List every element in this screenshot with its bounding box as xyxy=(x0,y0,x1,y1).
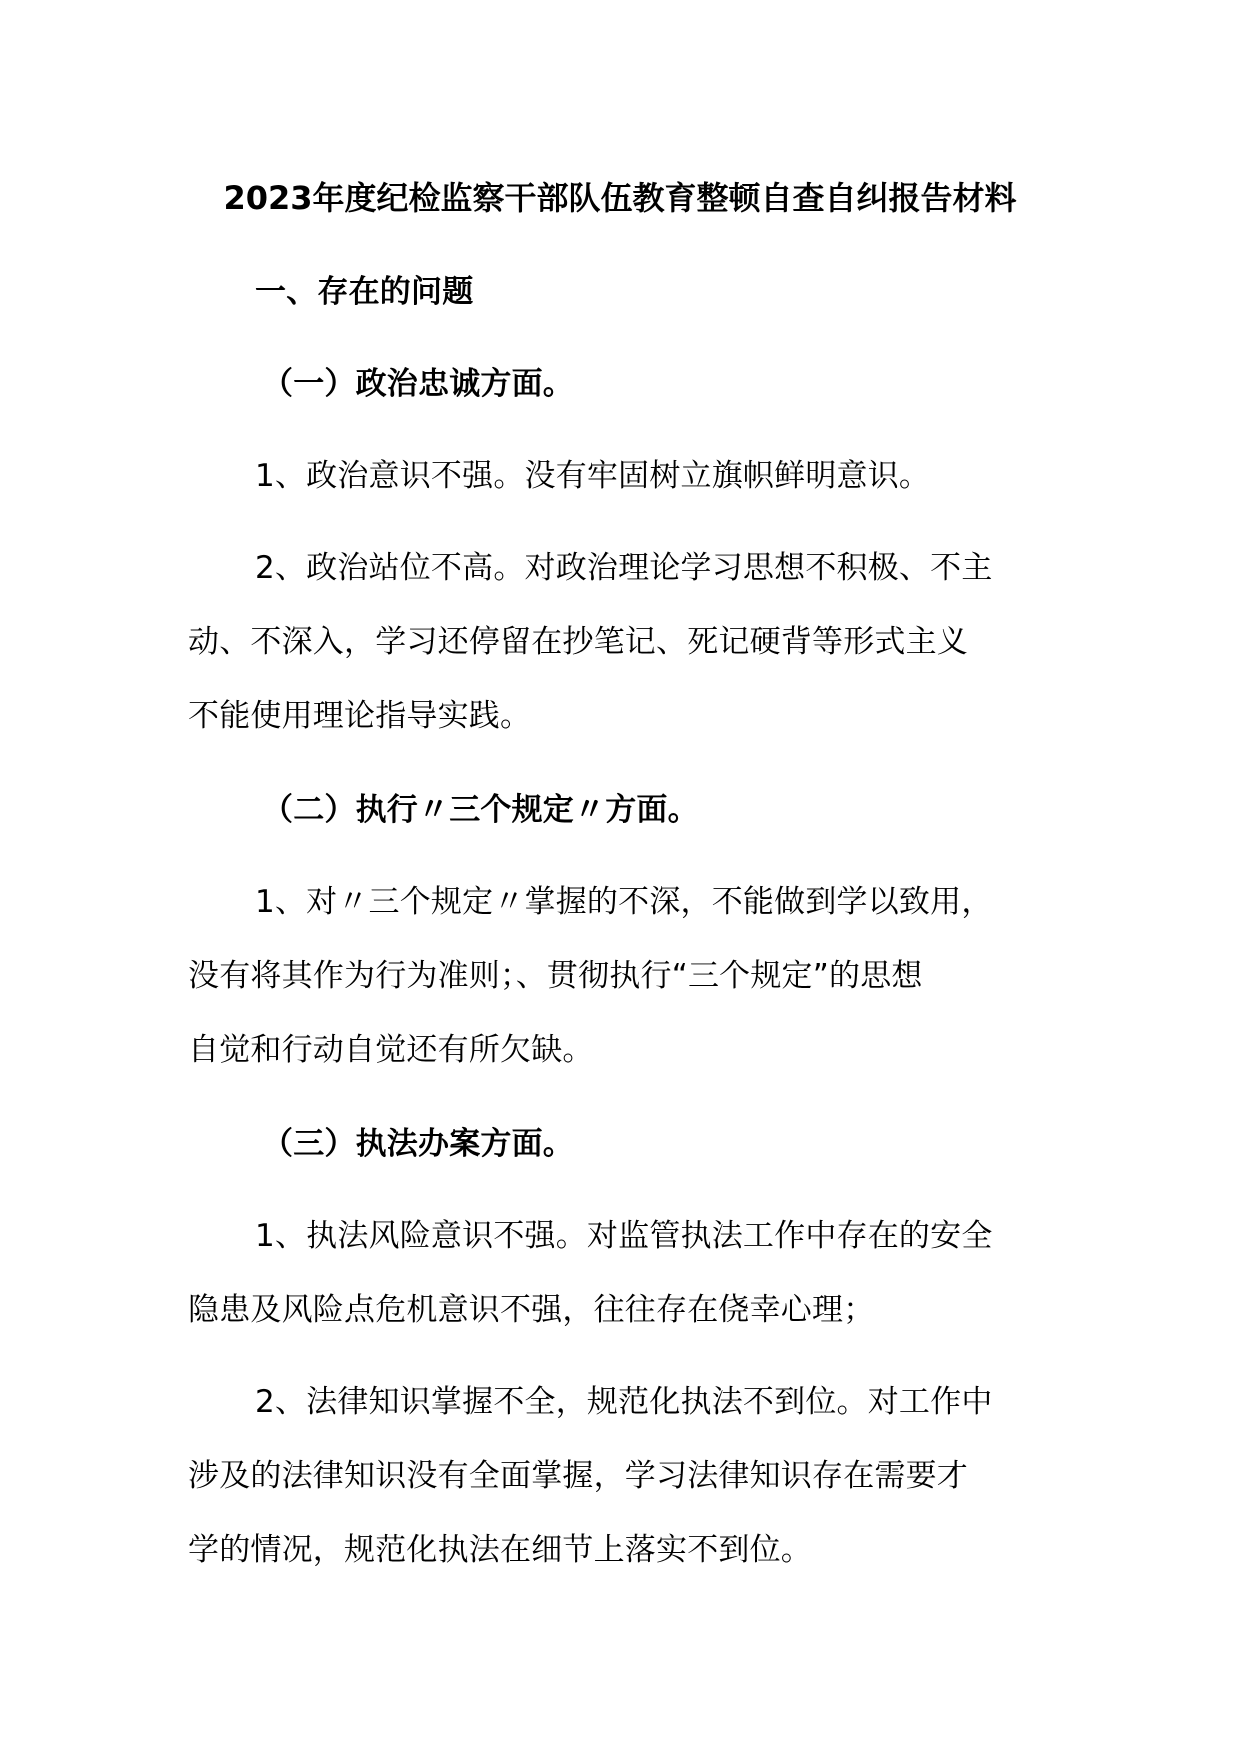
paragraph-line: 没有将其作为行为准则；、贯彻执行“三个规定”的思想 xyxy=(188,958,923,994)
paragraph-line: 自觉和行动自觉还有所欠缺。 xyxy=(188,1032,594,1068)
paragraph-line: 隐患及风险点危机意识不强，往往存在侥幸心理； xyxy=(188,1292,875,1328)
paragraph-line: 1、政治意识不强。没有牢固树立旗帜鲜明意识。 xyxy=(255,458,931,494)
section-heading-three-rules: （二）执行〃三个规定〃方面。 xyxy=(262,792,699,828)
paragraph-line: 1、对〃三个规定〃掌握的不深，不能做到学以致用， xyxy=(255,884,993,920)
paragraph-line: 2、政治站位不高。对政治理论学习思想不积极、不主 xyxy=(255,550,993,586)
paragraph-line: 2、法律知识掌握不全，规范化执法不到位。对工作中 xyxy=(255,1384,993,1420)
paragraph-line: 涉及的法律知识没有全面掌握，学习法律知识存在需要才 xyxy=(188,1458,968,1494)
paragraph-line: 学的情况，规范化执法在细节上落实不到位。 xyxy=(188,1532,812,1568)
heading-problems: 一、存在的问题 xyxy=(255,274,474,310)
paragraph-line: 不能使用理论指导实践。 xyxy=(188,698,532,734)
paragraph-line: 动、不深入，学习还停留在抄笔记、死记硬背等形式主义 xyxy=(188,624,968,660)
paragraph-line: 1、执法风险意识不强。对监管执法工作中存在的安全 xyxy=(255,1218,993,1254)
document-title: 2023年度纪检监察干部队伍教育整顿自查自纠报告材料 xyxy=(223,179,1017,217)
section-heading-political-loyalty: （一）政治忠诚方面。 xyxy=(262,366,574,402)
section-heading-law-enforcement: （三）执法办案方面。 xyxy=(262,1126,574,1162)
